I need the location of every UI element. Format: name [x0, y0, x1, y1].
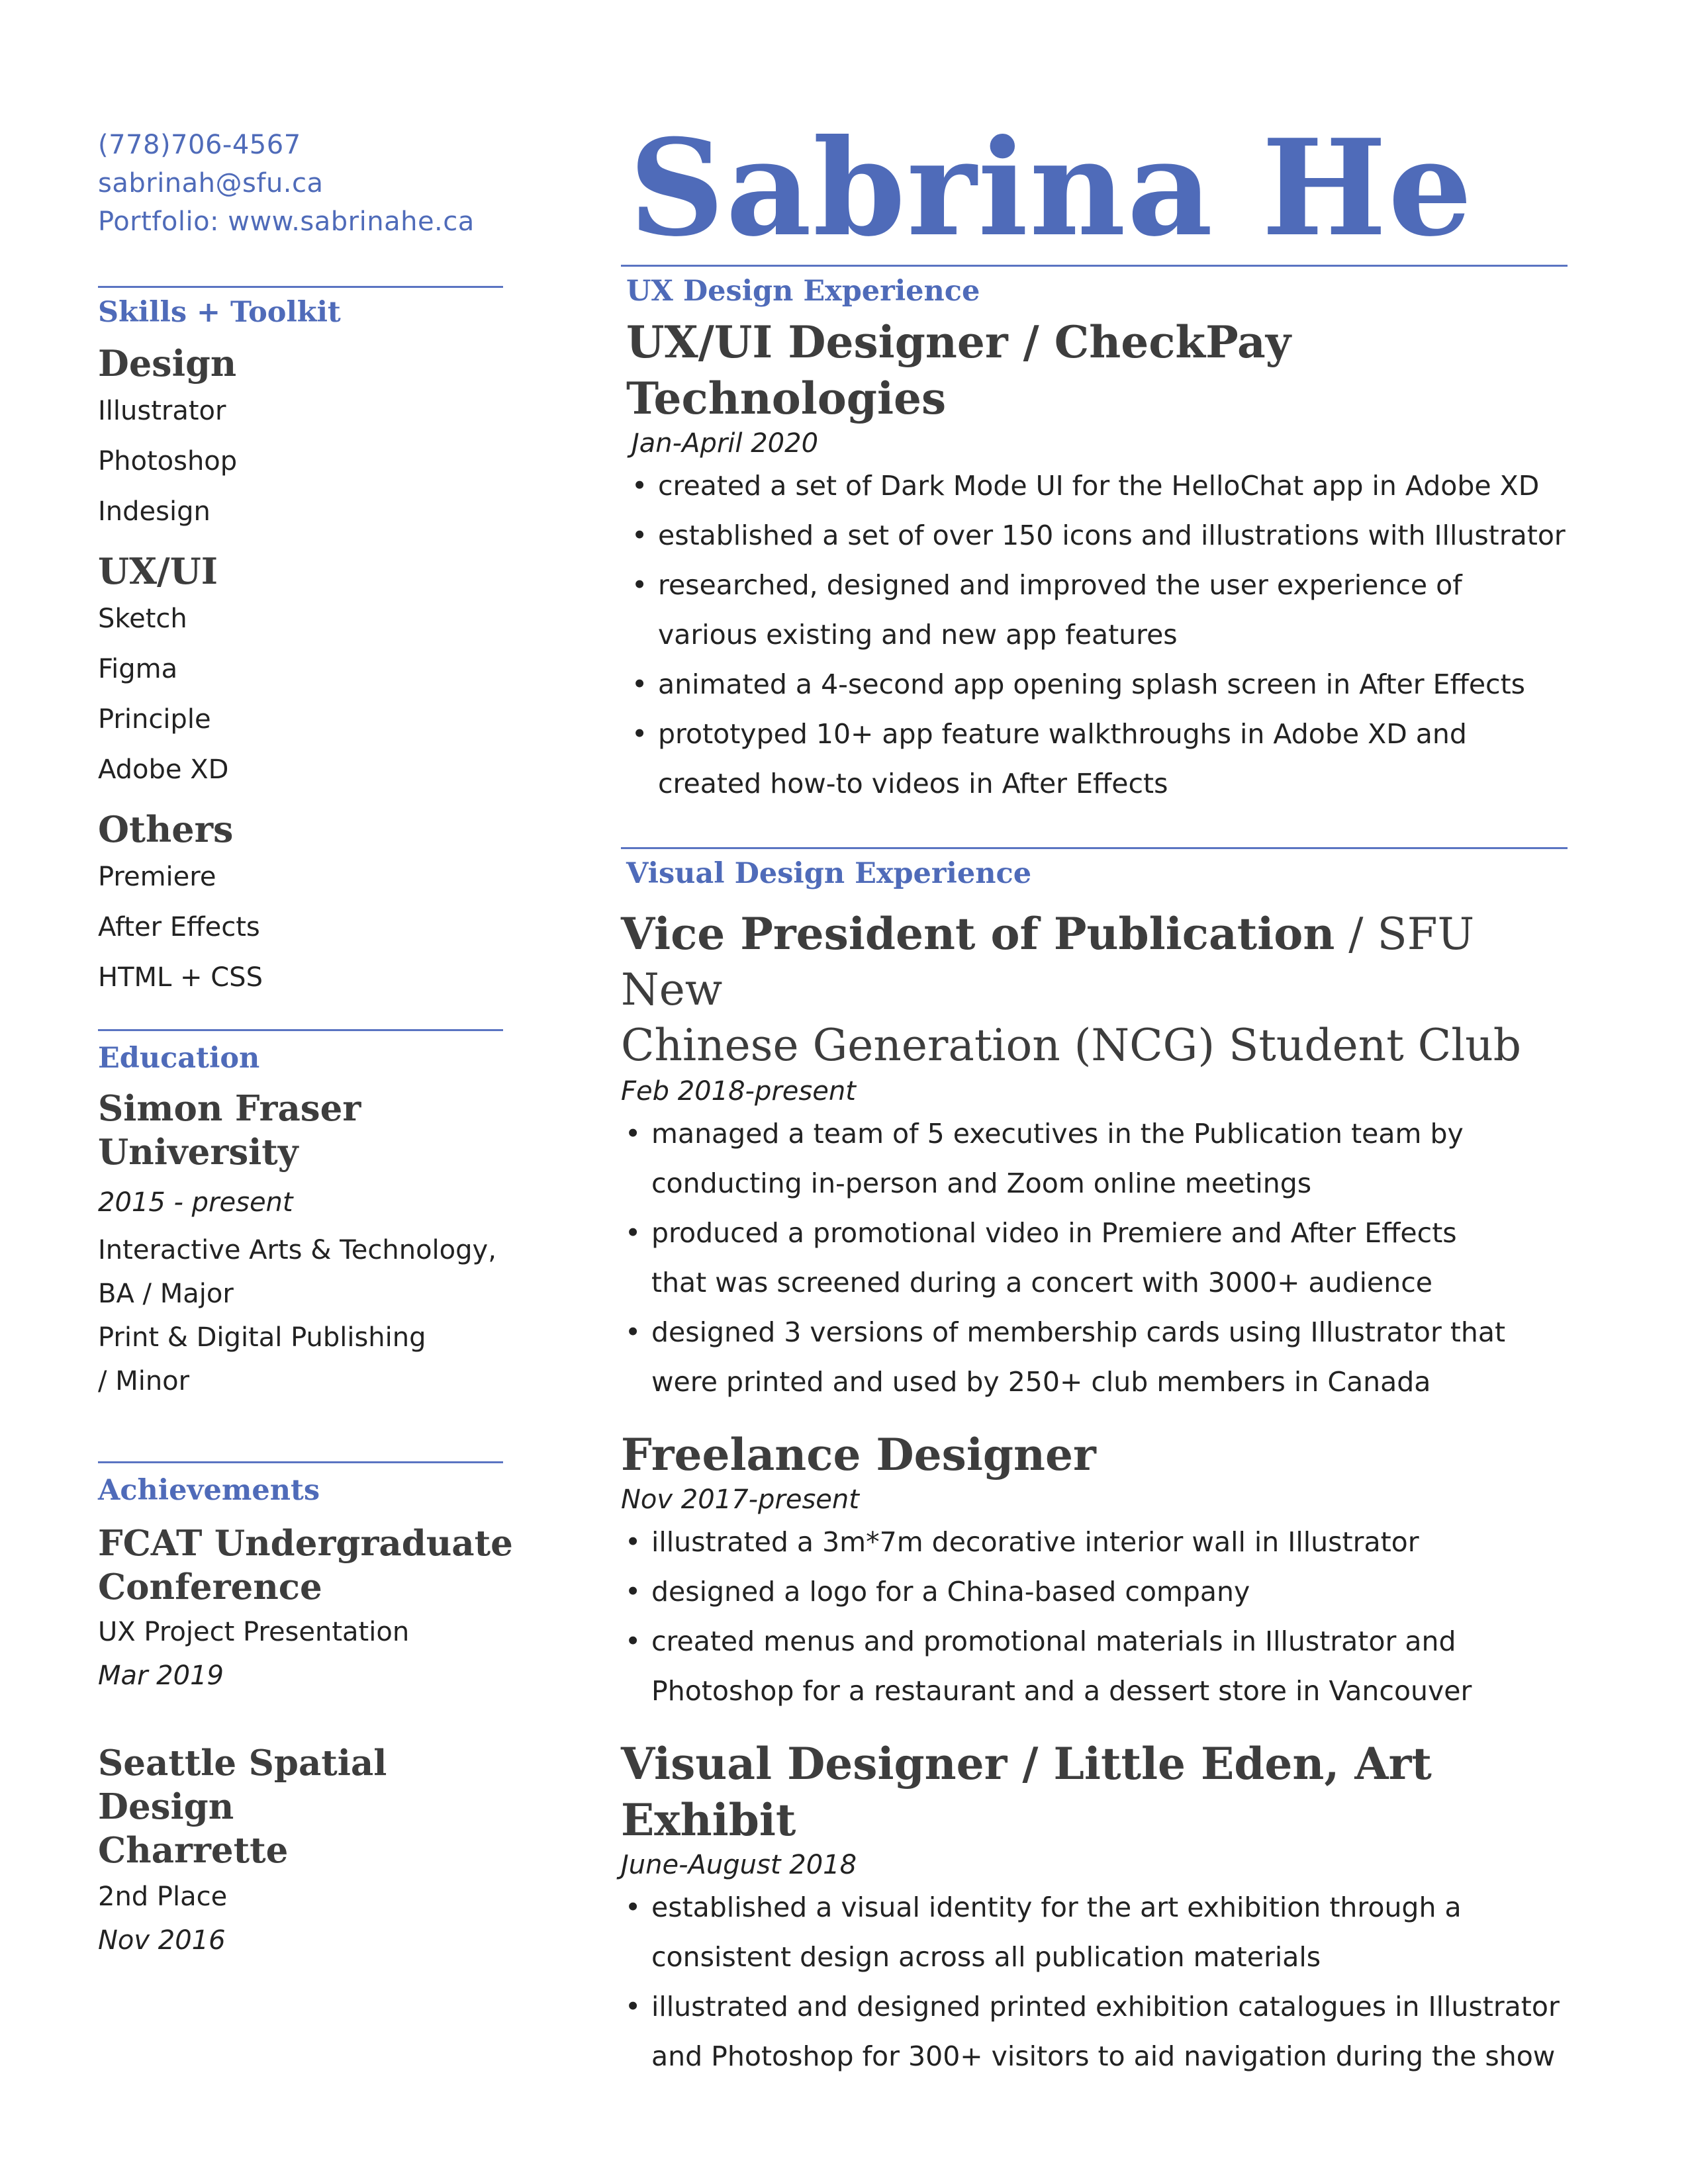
bullet-item	[621, 1883, 1574, 1982]
bullet-item	[628, 461, 1574, 511]
skills-group-heading: Design	[98, 342, 237, 385]
divider	[98, 286, 503, 288]
job-bullets	[621, 1883, 1574, 2081]
skill-item: Indesign	[98, 496, 211, 527]
bullet-line: established a visual identity for the art exhibition through a	[651, 1891, 1462, 1923]
bullet-line: created a set of Dark Mode UI for the HelloChat app in Adobe XD	[658, 470, 1540, 502]
skills-section-title: Skills + Toolkit	[98, 296, 341, 329]
achievement-title: FCAT Undergraduate	[98, 1523, 513, 1564]
skill-item: Principle	[98, 704, 211, 735]
job-title	[621, 906, 1574, 1073]
minor-line: / Minor	[98, 1366, 190, 1396]
job-date: Feb 2018-present	[621, 1076, 856, 1107]
visual-section-title: Visual Design Experience	[626, 857, 1032, 890]
school-name-line: University	[98, 1132, 299, 1173]
job-date: June-August 2018	[621, 1850, 857, 1880]
job-title-org: / SFU New	[621, 909, 1475, 1015]
achievement-title: Charrette	[98, 1830, 289, 1871]
job-title-text: Visual Designer / Little Eden, Art Exhibit	[621, 1738, 1432, 1846]
achievements-section-title: Achievements	[98, 1474, 320, 1507]
left-column	[98, 126, 515, 1962]
achievement-detail: UX Project Presentation	[98, 1617, 410, 1647]
bullet-line: created how-to videos in After Effects	[658, 768, 1168, 799]
job-bullets	[621, 1109, 1574, 1407]
skill-item: Figma	[98, 654, 178, 684]
divider	[621, 847, 1568, 849]
achievement-item	[98, 1741, 515, 1962]
bullet-line: were printed and used by 250+ club members in Canada	[651, 1366, 1431, 1398]
job-title-role: Vice President of Publication	[621, 908, 1335, 960]
job-entry	[621, 906, 1574, 1407]
achievement-item	[98, 1522, 515, 1698]
major-line: Interactive Arts & Technology,	[98, 1235, 496, 1265]
bullet-line: created menus and promotional materials in Illustrator and	[651, 1625, 1456, 1657]
bullet-line: conducting in-person and Zoom online meetings	[651, 1167, 1312, 1199]
bullet-item	[628, 709, 1574, 809]
job-date: Nov 2017-present	[621, 1484, 859, 1515]
skill-item: Adobe XD	[98, 754, 229, 785]
job-entry	[626, 314, 1574, 809]
job-title	[621, 1736, 1574, 1848]
bullet-item	[628, 511, 1574, 561]
bullet-line: designed 3 versions of membership cards using Illustrator that	[651, 1316, 1506, 1348]
job-title-text: Freelance Designer	[621, 1429, 1096, 1480]
bullet-line: Photoshop for a restaurant and a dessert store in Vancouver	[651, 1675, 1472, 1707]
bullet-line: established a set of over 150 icons and illustrations with Illustrator	[658, 520, 1566, 551]
education-section-title: Education	[98, 1042, 260, 1075]
bullet-item	[621, 1567, 1574, 1617]
ux-section-title: UX Design Experience	[626, 275, 980, 308]
skill-item: Illustrator	[98, 396, 226, 426]
achievement-title: Conference	[98, 1567, 322, 1608]
job-title-org: Chinese Generation (NCG) Student Club	[621, 1020, 1522, 1071]
phone-number[interactable]: (778)706-4567	[98, 130, 301, 160]
job-entry	[621, 1427, 1574, 1716]
school-name	[98, 1087, 515, 1174]
bullet-item	[621, 1308, 1574, 1407]
job-entry	[621, 1736, 1574, 2081]
email-link[interactable]: sabrinah@sfu.ca	[98, 168, 324, 199]
job-title-text: UX/UI Designer / CheckPay Technologies	[626, 316, 1291, 424]
divider	[98, 1461, 503, 1463]
skills-list	[98, 852, 515, 1003]
skill-item: HTML + CSS	[98, 962, 263, 993]
minor-line: Print & Digital Publishing	[98, 1322, 426, 1353]
job-title	[621, 1427, 1574, 1483]
bullet-line: various existing and new app features	[658, 619, 1178, 651]
right-column	[621, 111, 1574, 2081]
bullet-item	[628, 561, 1574, 660]
bullet-line: designed a logo for a China-based company	[651, 1576, 1250, 1608]
skills-list	[98, 386, 515, 537]
bullet-line: animated a 4-second app opening splash screen in After Effects	[658, 668, 1526, 700]
job-bullets	[621, 1518, 1574, 1716]
job-title	[626, 314, 1574, 427]
bullet-item	[621, 1518, 1574, 1567]
achievement-date: Nov 2016	[98, 1925, 226, 1956]
candidate-name: Sabrina He	[629, 111, 1474, 266]
skills-group-heading: UX/UI	[98, 550, 218, 592]
job-date: Jan-April 2020	[632, 428, 819, 459]
bullet-line: prototyped 10+ app feature walkthroughs in Adobe XD and	[658, 718, 1467, 750]
bullet-item	[621, 1208, 1574, 1308]
bullet-line: illustrated and designed printed exhibition catalogues in Illustrator	[651, 1991, 1560, 2023]
bullet-item	[621, 1109, 1574, 1208]
bullet-line: produced a promotional video in Premiere and After Effects	[651, 1217, 1457, 1249]
skill-item: Premiere	[98, 862, 216, 892]
bullet-line: researched, designed and improved the user experience of	[658, 569, 1462, 601]
bullet-item	[628, 660, 1574, 709]
bullet-line: and Photoshop for 300+ visitors to aid navigation during the show	[651, 2040, 1556, 2072]
skill-item: Photoshop	[98, 446, 238, 477]
portfolio-link[interactable]: Portfolio: www.sabrinahe.ca	[98, 206, 475, 237]
school-name-line: Simon Fraser	[98, 1088, 361, 1129]
bullet-item	[621, 1982, 1574, 2081]
bullet-line: illustrated a 3m*7m decorative interior wall in Illustrator	[651, 1526, 1419, 1558]
bullet-item	[621, 1617, 1574, 1716]
achievement-title: Seattle Spatial Design	[98, 1743, 387, 1827]
bullet-line: managed a team of 5 executives in the Publication team by	[651, 1118, 1464, 1150]
contact-block	[98, 126, 515, 241]
major-line: BA / Major	[98, 1279, 234, 1309]
bullet-line: consistent design across all publication materials	[651, 1941, 1321, 1973]
achievement-detail: 2nd Place	[98, 1882, 228, 1912]
job-bullets	[628, 461, 1574, 809]
skill-item: Sketch	[98, 604, 187, 634]
skill-item: After Effects	[98, 912, 260, 942]
achievement-date: Mar 2019	[98, 1661, 224, 1691]
divider	[98, 1029, 503, 1031]
education-years: 2015 - present	[98, 1187, 293, 1218]
bullet-line: that was screened during a concert with 3000+ audience	[651, 1267, 1432, 1298]
skills-list	[98, 594, 515, 795]
skills-group-heading: Others	[98, 808, 234, 850]
